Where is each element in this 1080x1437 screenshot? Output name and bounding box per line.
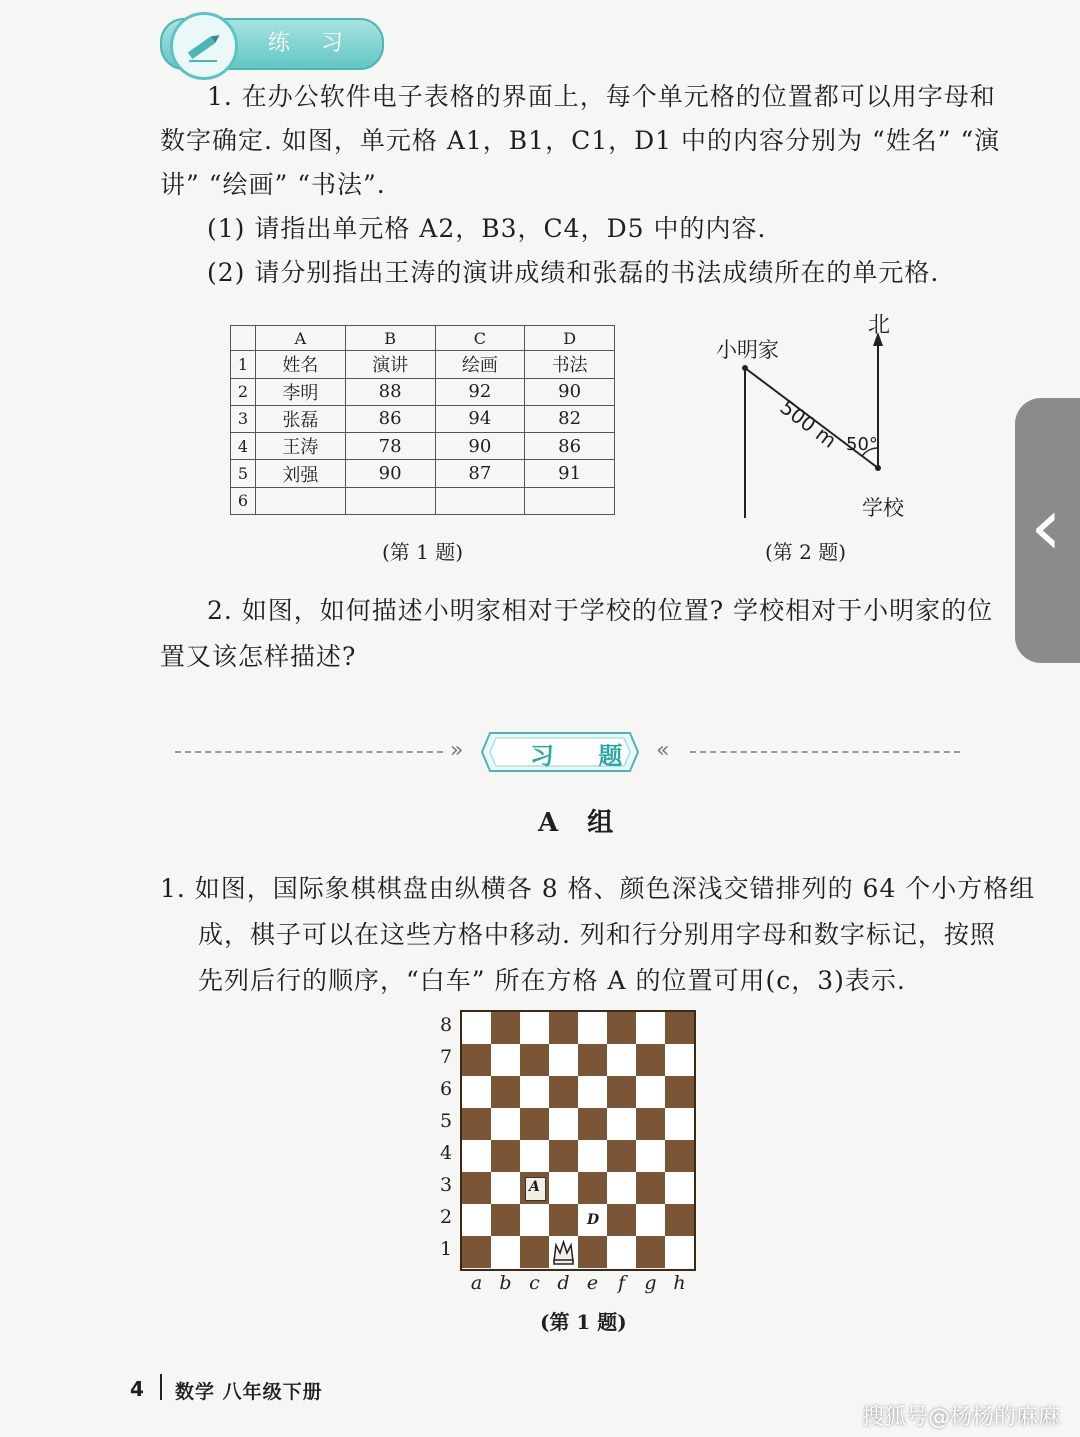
spreadsheet-table: [230, 325, 615, 515]
chess-square: [520, 1044, 549, 1076]
square-a-label: A: [529, 1179, 540, 1195]
cell: 姓名: [256, 351, 346, 378]
cell: 90: [435, 433, 525, 460]
distance-label: 500 m: [775, 395, 842, 453]
chess-square: [636, 1108, 665, 1140]
chess-square: [491, 1012, 520, 1044]
chess-square: [578, 1140, 607, 1172]
row-number: 1: [231, 351, 256, 378]
chess-square: [520, 1236, 549, 1268]
chess-square: [665, 1108, 694, 1140]
file-label: f: [617, 1272, 626, 1294]
chess-square: [607, 1108, 636, 1140]
table-row: [231, 460, 615, 487]
cell: 李明: [256, 378, 346, 405]
cell: 书法: [525, 351, 615, 378]
cell: [435, 487, 525, 514]
figure2-caption: (第 2 题): [765, 540, 847, 564]
cell: [525, 487, 615, 514]
chess-square: [665, 1076, 694, 1108]
pencil-icon: [170, 12, 238, 80]
chess-square: [578, 1076, 607, 1108]
table-row: [231, 378, 615, 405]
school-label: 学校: [862, 496, 904, 520]
chess-board: [460, 1010, 696, 1271]
table-row: [231, 405, 615, 432]
ex1-line2: 成，棋子可以在这些方格中移动. 列和行分别用字母和数字标记，按照: [198, 920, 996, 949]
rank-label: 4: [439, 1142, 453, 1164]
chess-square: [665, 1172, 694, 1204]
chevron-right-icon: »: [450, 738, 464, 763]
chess-square: [549, 1108, 578, 1140]
chess-square: [607, 1172, 636, 1204]
chess-square: [578, 1236, 607, 1268]
rank-label: 1: [439, 1238, 453, 1260]
angle-label: 50°: [846, 434, 878, 455]
cell: 82: [525, 405, 615, 432]
chess-square: [578, 1172, 607, 1204]
q1-line1: 1. 在办公软件电子表格的界面上，每个单元格的位置都可以用字母和: [207, 82, 996, 111]
q2-line1: 2. 如图，如何描述小明家相对于学校的位置? 学校相对于小明家的位: [207, 596, 994, 625]
file-label: a: [470, 1272, 483, 1294]
chess-square: [549, 1044, 578, 1076]
chess-square: [607, 1012, 636, 1044]
file-label: g: [644, 1272, 657, 1294]
chess-square: [520, 1140, 549, 1172]
chess-square: [665, 1204, 694, 1236]
practice-label: 练 习: [268, 31, 355, 56]
chess-square: [491, 1044, 520, 1076]
chevron-left-icon[interactable]: ‹: [1030, 480, 1062, 573]
cell: 87: [435, 460, 525, 487]
home-label: 小明家: [716, 338, 779, 362]
rank-label: 6: [439, 1078, 453, 1100]
q1-part1: (1) 请指出单元格 A2，B3，C4，D5 中的内容.: [207, 214, 767, 243]
rank-label: 7: [439, 1046, 453, 1068]
figure1-caption: (第 1 题): [382, 540, 464, 564]
chess-square: [520, 1108, 549, 1140]
file-label: b: [499, 1272, 512, 1294]
cell: 78: [345, 433, 435, 460]
chess-square: [636, 1204, 665, 1236]
divider-right: [690, 751, 960, 753]
rank-label: 3: [439, 1174, 453, 1196]
table-row: [231, 351, 615, 378]
queen-icon: [552, 1239, 575, 1265]
group-heading: A 组: [538, 808, 624, 838]
chess-square: [462, 1012, 491, 1044]
chess-square: [549, 1012, 578, 1044]
chess-square: [491, 1172, 520, 1204]
rank-label: 2: [439, 1206, 453, 1228]
chess-square: [462, 1172, 491, 1204]
footer-divider: [160, 1374, 162, 1400]
chess-square: [665, 1044, 694, 1076]
table-row: [231, 487, 615, 514]
chess-square: [462, 1236, 491, 1268]
chess-square: [549, 1172, 578, 1204]
chess-square: [462, 1140, 491, 1172]
chess-square: [607, 1044, 636, 1076]
row-number: 6: [231, 487, 256, 514]
chess-square: [462, 1108, 491, 1140]
chevron-left-small-icon: «: [656, 738, 670, 763]
chess-square: [665, 1236, 694, 1268]
cell: 绘画: [435, 351, 525, 378]
chess-square: [520, 1076, 549, 1108]
cell: 94: [435, 405, 525, 432]
rank-label: 5: [439, 1110, 453, 1132]
chess-square: [491, 1236, 520, 1268]
watermark: 搜狐号@杨杨的麻麻: [862, 1405, 1061, 1430]
column-header: B: [345, 326, 435, 351]
rank-label: 8: [439, 1014, 453, 1036]
chess-square: [607, 1076, 636, 1108]
chess-square: [578, 1108, 607, 1140]
chess-square: [462, 1204, 491, 1236]
page-number: 4: [130, 1377, 144, 1401]
chess-square: [520, 1204, 549, 1236]
cell: [256, 487, 346, 514]
cell: 演讲: [345, 351, 435, 378]
chess-square: [578, 1012, 607, 1044]
chess-square: [549, 1076, 578, 1108]
chess-square: [520, 1012, 549, 1044]
school-point: [875, 465, 881, 471]
chess-square: [665, 1012, 694, 1044]
row-number: 2: [231, 378, 256, 405]
chess-square: [578, 1044, 607, 1076]
q2-line2: 置又该怎样描述?: [160, 642, 357, 671]
chess-square: [636, 1076, 665, 1108]
chess-square: [665, 1140, 694, 1172]
file-label: c: [529, 1272, 540, 1294]
cell: 王涛: [256, 433, 346, 460]
chess-square: [607, 1204, 636, 1236]
corner-cell: [231, 326, 256, 351]
figure-chess-caption: (第 1 题): [540, 1310, 627, 1334]
chess-square: [491, 1140, 520, 1172]
home-point: [742, 365, 748, 371]
q1-line3: 讲” “绘画” “书法”.: [160, 170, 386, 199]
column-header: A: [256, 326, 346, 351]
table-row: [231, 433, 615, 460]
chess-square: [549, 1140, 578, 1172]
cell: 92: [435, 378, 525, 405]
chess-square: [491, 1108, 520, 1140]
chess-square: [607, 1236, 636, 1268]
column-header-row: [231, 326, 615, 351]
cell: 90: [525, 378, 615, 405]
row-number: 5: [231, 460, 256, 487]
chess-square: [462, 1044, 491, 1076]
file-label: e: [586, 1272, 599, 1294]
chess-square: [636, 1012, 665, 1044]
chess-square: [462, 1076, 491, 1108]
cell: 88: [345, 378, 435, 405]
chess-square: [607, 1140, 636, 1172]
chess-square: [636, 1236, 665, 1268]
ex1-line1: 1. 如图，国际象棋棋盘由纵横各 8 格、颜色深浅交错排列的 64 个小方格组: [160, 874, 1036, 903]
divider-left: [175, 751, 443, 753]
chess-square: [491, 1076, 520, 1108]
file-label: d: [557, 1272, 570, 1294]
cell: 90: [345, 460, 435, 487]
chess-square: [636, 1172, 665, 1204]
square-d-label: D: [587, 1212, 600, 1228]
exercises-label: 习 题: [530, 742, 641, 770]
cell: 刘强: [256, 460, 346, 487]
q1-line2: 数字确定. 如图，单元格 A1，B1，C1，D1 中的内容分别为 “姓名” “演: [160, 126, 1001, 155]
column-header: D: [525, 326, 615, 351]
ex1-line3: 先列后行的顺序，“白车” 所在方格 A 的位置可用(c，3)表示.: [198, 966, 906, 995]
chess-square: [636, 1044, 665, 1076]
file-label: h: [673, 1272, 686, 1294]
row-number: 3: [231, 405, 256, 432]
cell: 86: [345, 405, 435, 432]
row-number: 4: [231, 433, 256, 460]
chess-square: [549, 1204, 578, 1236]
chess-square: [491, 1204, 520, 1236]
chess-square: [636, 1140, 665, 1172]
cell: 91: [525, 460, 615, 487]
cell: 张磊: [256, 405, 346, 432]
cell: [345, 487, 435, 514]
cell: 86: [525, 433, 615, 460]
book-title: 数学 八年级下册: [175, 1381, 323, 1403]
north-label: 北: [868, 313, 891, 338]
q1-part2: (2) 请分别指出王涛的演讲成绩和张磊的书法成绩所在的单元格.: [207, 258, 940, 287]
column-header: C: [435, 326, 525, 351]
